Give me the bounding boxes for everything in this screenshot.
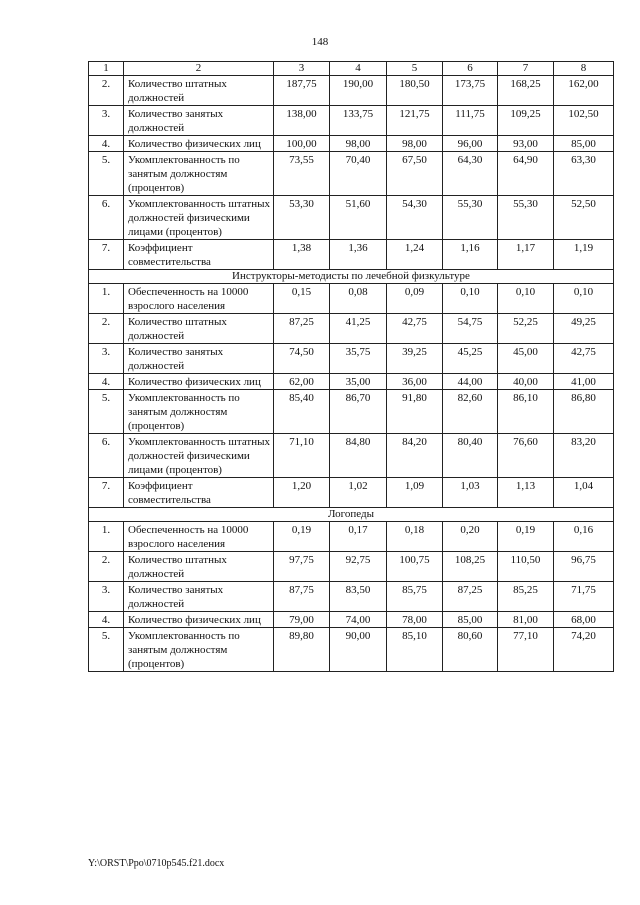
value-cell: 83,50 xyxy=(330,582,387,612)
section-title: Инструкторы-методисты по лечебной физкультуре xyxy=(89,270,614,284)
header-cell: 8 xyxy=(554,62,614,76)
value-cell: 86,80 xyxy=(554,390,614,434)
value-cell: 109,25 xyxy=(498,106,554,136)
value-cell: 45,25 xyxy=(443,344,498,374)
value-cell: 71,75 xyxy=(554,582,614,612)
row-label: Обеспеченность на 10000 взрослого населения xyxy=(124,522,274,552)
value-cell: 35,00 xyxy=(330,374,387,390)
value-cell: 85,10 xyxy=(387,628,443,672)
row-number: 7. xyxy=(89,240,124,270)
value-cell: 86,70 xyxy=(330,390,387,434)
value-cell: 49,25 xyxy=(554,314,614,344)
table-row xyxy=(89,240,614,270)
value-cell: 187,75 xyxy=(274,76,330,106)
row-number: 4. xyxy=(89,136,124,152)
row-label: Укомплектованность штатных должностей физическими лицами (процентов) xyxy=(124,434,274,478)
value-cell: 1,17 xyxy=(498,240,554,270)
value-cell: 0,15 xyxy=(274,284,330,314)
table-row xyxy=(89,374,614,390)
value-cell: 98,00 xyxy=(330,136,387,152)
value-cell: 1,24 xyxy=(387,240,443,270)
value-cell: 40,00 xyxy=(498,374,554,390)
value-cell: 35,75 xyxy=(330,344,387,374)
row-number: 4. xyxy=(89,374,124,390)
value-cell: 1,03 xyxy=(443,478,498,508)
value-cell: 93,00 xyxy=(498,136,554,152)
row-label: Обеспеченность на 10000 взрослого населения xyxy=(124,284,274,314)
value-cell: 0,18 xyxy=(387,522,443,552)
data-table xyxy=(88,61,614,672)
value-cell: 64,90 xyxy=(498,152,554,196)
row-number: 3. xyxy=(89,106,124,136)
row-label: Количество физических лиц xyxy=(124,136,274,152)
value-cell: 98,00 xyxy=(387,136,443,152)
table-row xyxy=(89,196,614,240)
value-cell: 54,30 xyxy=(387,196,443,240)
value-cell: 1,04 xyxy=(554,478,614,508)
value-cell: 79,00 xyxy=(274,612,330,628)
value-cell: 162,00 xyxy=(554,76,614,106)
row-label: Укомплектованность по занятым должностям (процентов) xyxy=(124,152,274,196)
value-cell: 84,80 xyxy=(330,434,387,478)
row-number: 1. xyxy=(89,522,124,552)
value-cell: 52,25 xyxy=(498,314,554,344)
value-cell: 0,19 xyxy=(498,522,554,552)
value-cell: 87,25 xyxy=(443,582,498,612)
section-row xyxy=(89,508,614,522)
row-number: 5. xyxy=(89,390,124,434)
value-cell: 1,38 xyxy=(274,240,330,270)
value-cell: 89,80 xyxy=(274,628,330,672)
table-row xyxy=(89,612,614,628)
value-cell: 0,16 xyxy=(554,522,614,552)
row-label: Количество штатных должностей xyxy=(124,552,274,582)
row-label: Количество занятых должностей xyxy=(124,344,274,374)
value-cell: 74,00 xyxy=(330,612,387,628)
value-cell: 81,00 xyxy=(498,612,554,628)
table-row xyxy=(89,522,614,552)
file-path-footer: Y:\ORST\Ppo\0710p545.f21.docx xyxy=(88,858,225,869)
header-cell: 6 xyxy=(443,62,498,76)
row-label: Количество занятых должностей xyxy=(124,106,274,136)
value-cell: 90,00 xyxy=(330,628,387,672)
value-cell: 55,30 xyxy=(498,196,554,240)
value-cell: 1,09 xyxy=(387,478,443,508)
value-cell: 0,17 xyxy=(330,522,387,552)
row-label: Количество физических лиц xyxy=(124,374,274,390)
value-cell: 54,75 xyxy=(443,314,498,344)
value-cell: 74,20 xyxy=(554,628,614,672)
row-label: Количество занятых должностей xyxy=(124,582,274,612)
row-number: 6. xyxy=(89,196,124,240)
value-cell: 71,10 xyxy=(274,434,330,478)
value-cell: 68,00 xyxy=(554,612,614,628)
row-number: 3. xyxy=(89,344,124,374)
value-cell: 85,25 xyxy=(498,582,554,612)
value-cell: 77,10 xyxy=(498,628,554,672)
value-cell: 85,00 xyxy=(443,612,498,628)
value-cell: 84,20 xyxy=(387,434,443,478)
value-cell: 173,75 xyxy=(443,76,498,106)
value-cell: 55,30 xyxy=(443,196,498,240)
value-cell: 42,75 xyxy=(387,314,443,344)
value-cell: 1,16 xyxy=(443,240,498,270)
table-row xyxy=(89,344,614,374)
section-title: Логопеды xyxy=(89,508,614,522)
value-cell: 180,50 xyxy=(387,76,443,106)
row-number: 5. xyxy=(89,152,124,196)
value-cell: 78,00 xyxy=(387,612,443,628)
section-row xyxy=(89,270,614,284)
value-cell: 80,40 xyxy=(443,434,498,478)
value-cell: 102,50 xyxy=(554,106,614,136)
row-label: Количество штатных должностей xyxy=(124,76,274,106)
row-number: 7. xyxy=(89,478,124,508)
row-number: 2. xyxy=(89,76,124,106)
row-number: 2. xyxy=(89,314,124,344)
table-row xyxy=(89,76,614,106)
table-row xyxy=(89,552,614,582)
header-cell: 5 xyxy=(387,62,443,76)
value-cell: 41,00 xyxy=(554,374,614,390)
value-cell: 87,75 xyxy=(274,582,330,612)
value-cell: 39,25 xyxy=(387,344,443,374)
value-cell: 0,19 xyxy=(274,522,330,552)
value-cell: 1,13 xyxy=(498,478,554,508)
value-cell: 74,50 xyxy=(274,344,330,374)
value-cell: 0,08 xyxy=(330,284,387,314)
value-cell: 44,00 xyxy=(443,374,498,390)
value-cell: 100,75 xyxy=(387,552,443,582)
header-cell: 1 xyxy=(89,62,124,76)
value-cell: 0,20 xyxy=(443,522,498,552)
value-cell: 96,00 xyxy=(443,136,498,152)
value-cell: 67,50 xyxy=(387,152,443,196)
table-body xyxy=(89,62,614,672)
row-number: 1. xyxy=(89,284,124,314)
value-cell: 91,80 xyxy=(387,390,443,434)
table-row xyxy=(89,390,614,434)
value-cell: 100,00 xyxy=(274,136,330,152)
table-row xyxy=(89,434,614,478)
header-cell: 3 xyxy=(274,62,330,76)
value-cell: 110,50 xyxy=(498,552,554,582)
page-number: 148 xyxy=(311,36,329,48)
value-cell: 190,00 xyxy=(330,76,387,106)
value-cell: 36,00 xyxy=(387,374,443,390)
value-cell: 42,75 xyxy=(554,344,614,374)
row-label: Количество штатных должностей xyxy=(124,314,274,344)
value-cell: 1,02 xyxy=(330,478,387,508)
row-number: 3. xyxy=(89,582,124,612)
value-cell: 45,00 xyxy=(498,344,554,374)
value-cell: 85,75 xyxy=(387,582,443,612)
value-cell: 97,75 xyxy=(274,552,330,582)
row-number: 4. xyxy=(89,612,124,628)
value-cell: 1,19 xyxy=(554,240,614,270)
row-label: Укомплектованность штатных должностей физическими лицами (процентов) xyxy=(124,196,274,240)
table-row xyxy=(89,314,614,344)
value-cell: 1,20 xyxy=(274,478,330,508)
value-cell: 1,36 xyxy=(330,240,387,270)
value-cell: 83,20 xyxy=(554,434,614,478)
value-cell: 64,30 xyxy=(443,152,498,196)
value-cell: 85,40 xyxy=(274,390,330,434)
value-cell: 168,25 xyxy=(498,76,554,106)
value-cell: 0,10 xyxy=(498,284,554,314)
value-cell: 51,60 xyxy=(330,196,387,240)
row-number: 6. xyxy=(89,434,124,478)
header-cell: 7 xyxy=(498,62,554,76)
value-cell: 70,40 xyxy=(330,152,387,196)
header-cell: 4 xyxy=(330,62,387,76)
value-cell: 133,75 xyxy=(330,106,387,136)
value-cell: 86,10 xyxy=(498,390,554,434)
table-row xyxy=(89,136,614,152)
row-label: Количество физических лиц xyxy=(124,612,274,628)
table-row xyxy=(89,106,614,136)
table-row xyxy=(89,284,614,314)
value-cell: 73,55 xyxy=(274,152,330,196)
value-cell: 121,75 xyxy=(387,106,443,136)
value-cell: 76,60 xyxy=(498,434,554,478)
table-row xyxy=(89,582,614,612)
value-cell: 111,75 xyxy=(443,106,498,136)
value-cell: 41,25 xyxy=(330,314,387,344)
value-cell: 92,75 xyxy=(330,552,387,582)
table-row xyxy=(89,152,614,196)
row-number: 5. xyxy=(89,628,124,672)
value-cell: 138,00 xyxy=(274,106,330,136)
value-cell: 0,10 xyxy=(554,284,614,314)
value-cell: 80,60 xyxy=(443,628,498,672)
value-cell: 85,00 xyxy=(554,136,614,152)
value-cell: 53,30 xyxy=(274,196,330,240)
header-cell: 2 xyxy=(124,62,274,76)
value-cell: 0,09 xyxy=(387,284,443,314)
row-label: Укомплектованность по занятым должностям (процентов) xyxy=(124,628,274,672)
table-header-row xyxy=(89,62,614,76)
row-label: Коэффициент совместительства xyxy=(124,478,274,508)
value-cell: 52,50 xyxy=(554,196,614,240)
value-cell: 0,10 xyxy=(443,284,498,314)
value-cell: 63,30 xyxy=(554,152,614,196)
value-cell: 96,75 xyxy=(554,552,614,582)
value-cell: 87,25 xyxy=(274,314,330,344)
value-cell: 62,00 xyxy=(274,374,330,390)
value-cell: 82,60 xyxy=(443,390,498,434)
row-label: Укомплектованность по занятым должностям (процентов) xyxy=(124,390,274,434)
table-row xyxy=(89,628,614,672)
row-number: 2. xyxy=(89,552,124,582)
row-label: Коэффициент совместительства xyxy=(124,240,274,270)
table-row xyxy=(89,478,614,508)
value-cell: 108,25 xyxy=(443,552,498,582)
